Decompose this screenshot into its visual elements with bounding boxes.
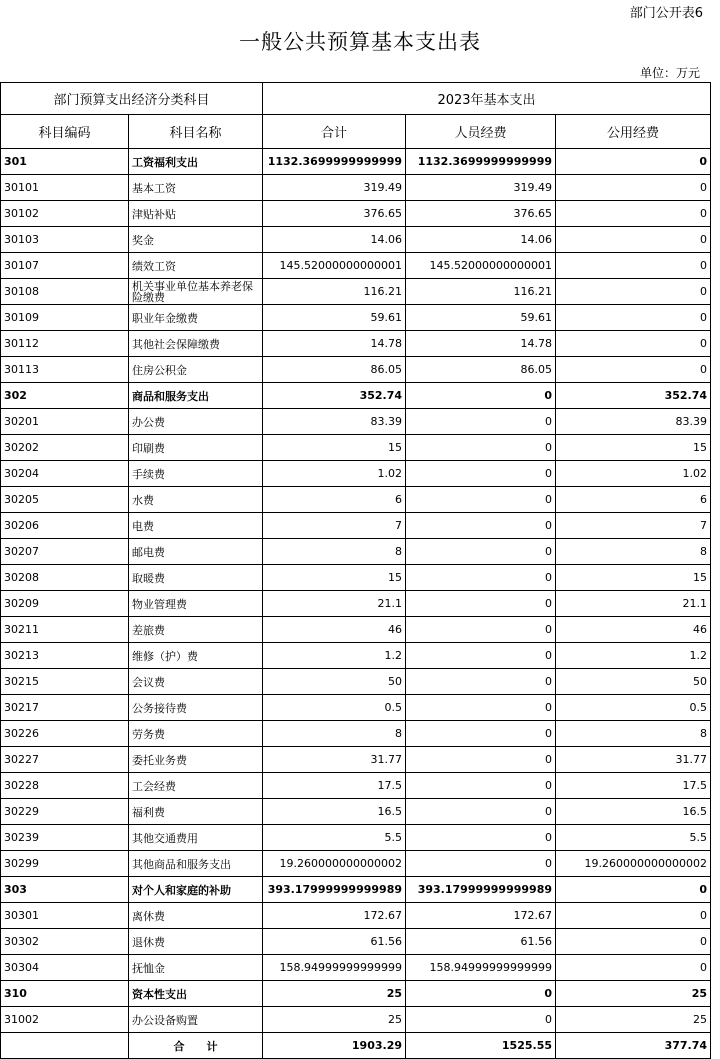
row-personnel: 0 bbox=[406, 799, 556, 825]
row-total: 319.49 bbox=[263, 175, 406, 201]
header-name: 科目名称 bbox=[129, 115, 263, 149]
row-name: 会议费 bbox=[129, 669, 263, 695]
table-row bbox=[1, 253, 711, 279]
row-personnel: 61.56 bbox=[406, 929, 556, 955]
table-row bbox=[1, 643, 711, 669]
table-number-tag: 部门公开表6 bbox=[629, 6, 703, 21]
table-row bbox=[1, 591, 711, 617]
row-code: 30108 bbox=[1, 279, 129, 305]
row-personnel: 14.06 bbox=[406, 227, 556, 253]
row-personnel: 319.49 bbox=[406, 175, 556, 201]
row-public: 0 bbox=[556, 903, 711, 929]
row-personnel: 145.52000000000001 bbox=[406, 253, 556, 279]
row-personnel: 393.17999999999989 bbox=[406, 877, 556, 903]
row-total: 86.05 bbox=[263, 357, 406, 383]
header-total: 合计 bbox=[263, 115, 406, 149]
row-name: 维修（护）费 bbox=[129, 643, 263, 669]
table-row bbox=[1, 565, 711, 591]
row-name: 手续费 bbox=[129, 461, 263, 487]
row-name: 基本工资 bbox=[129, 175, 263, 201]
row-code: 30205 bbox=[1, 487, 129, 513]
row-personnel: 0 bbox=[406, 435, 556, 461]
header-basic-expenditure: 2023年基本支出 bbox=[263, 83, 711, 115]
row-public: 7 bbox=[556, 513, 711, 539]
row-total: 1.02 bbox=[263, 461, 406, 487]
row-total: 6 bbox=[263, 487, 406, 513]
row-total: 158.94999999999999 bbox=[263, 955, 406, 981]
total-code-cell bbox=[1, 1033, 129, 1059]
row-personnel: 0 bbox=[406, 1007, 556, 1033]
table-row bbox=[1, 487, 711, 513]
row-name: 差旅费 bbox=[129, 617, 263, 643]
row-code: 30101 bbox=[1, 175, 129, 201]
row-public: 0 bbox=[556, 955, 711, 981]
header-column-row bbox=[1, 115, 711, 149]
row-public: 0 bbox=[556, 201, 711, 227]
row-name: 津贴补贴 bbox=[129, 201, 263, 227]
row-personnel: 0 bbox=[406, 617, 556, 643]
row-name: 奖金 bbox=[129, 227, 263, 253]
table-row bbox=[1, 747, 711, 773]
budget-table bbox=[0, 82, 711, 1059]
table-row bbox=[1, 721, 711, 747]
table-row bbox=[1, 175, 711, 201]
row-code: 30215 bbox=[1, 669, 129, 695]
row-code: 30208 bbox=[1, 565, 129, 591]
row-personnel: 116.21 bbox=[406, 279, 556, 305]
row-total: 352.74 bbox=[263, 383, 406, 409]
row-public: 25 bbox=[556, 981, 711, 1007]
row-name: 其他交通费用 bbox=[129, 825, 263, 851]
row-public: 8 bbox=[556, 539, 711, 565]
row-public: 0 bbox=[556, 929, 711, 955]
table-row bbox=[1, 669, 711, 695]
row-name: 工资福利支出 bbox=[129, 149, 263, 175]
total-sum: 1903.29 bbox=[263, 1033, 406, 1059]
table-row bbox=[1, 331, 711, 357]
row-code: 30107 bbox=[1, 253, 129, 279]
row-personnel: 86.05 bbox=[406, 357, 556, 383]
row-total: 5.5 bbox=[263, 825, 406, 851]
row-total: 19.260000000000002 bbox=[263, 851, 406, 877]
row-public: 0.5 bbox=[556, 695, 711, 721]
row-name: 印刷费 bbox=[129, 435, 263, 461]
row-code: 30217 bbox=[1, 695, 129, 721]
row-public: 21.1 bbox=[556, 591, 711, 617]
row-total: 8 bbox=[263, 539, 406, 565]
row-name: 其他社会保障缴费 bbox=[129, 331, 263, 357]
row-name: 福利费 bbox=[129, 799, 263, 825]
row-personnel: 14.78 bbox=[406, 331, 556, 357]
row-public: 0 bbox=[556, 331, 711, 357]
row-code: 30211 bbox=[1, 617, 129, 643]
row-public: 352.74 bbox=[556, 383, 711, 409]
row-code: 30109 bbox=[1, 305, 129, 331]
total-public: 377.74 bbox=[556, 1033, 711, 1059]
total-label: 合 计 bbox=[129, 1033, 263, 1059]
row-total: 1132.3699999999999 bbox=[263, 149, 406, 175]
table-row bbox=[1, 981, 711, 1007]
table-row bbox=[1, 929, 711, 955]
table-row bbox=[1, 825, 711, 851]
table-row bbox=[1, 435, 711, 461]
row-personnel: 0 bbox=[406, 383, 556, 409]
row-personnel: 0 bbox=[406, 539, 556, 565]
row-name: 商品和服务支出 bbox=[129, 383, 263, 409]
row-name: 劳务费 bbox=[129, 721, 263, 747]
row-public: 83.39 bbox=[556, 409, 711, 435]
row-personnel: 158.94999999999999 bbox=[406, 955, 556, 981]
row-total: 15 bbox=[263, 435, 406, 461]
row-total: 8 bbox=[263, 721, 406, 747]
row-name: 邮电费 bbox=[129, 539, 263, 565]
row-public: 16.5 bbox=[556, 799, 711, 825]
row-personnel: 0 bbox=[406, 565, 556, 591]
row-personnel: 0 bbox=[406, 851, 556, 877]
row-name: 对个人和家庭的补助 bbox=[129, 877, 263, 903]
row-personnel: 59.61 bbox=[406, 305, 556, 331]
row-code: 302 bbox=[1, 383, 129, 409]
row-name: 办公设备购置 bbox=[129, 1007, 263, 1033]
row-name: 水费 bbox=[129, 487, 263, 513]
table-row bbox=[1, 903, 711, 929]
row-name: 抚恤金 bbox=[129, 955, 263, 981]
row-public: 0 bbox=[556, 253, 711, 279]
row-total: 116.21 bbox=[263, 279, 406, 305]
row-public: 1.02 bbox=[556, 461, 711, 487]
row-public: 1.2 bbox=[556, 643, 711, 669]
row-code: 30226 bbox=[1, 721, 129, 747]
row-name: 取暖费 bbox=[129, 565, 263, 591]
row-code: 303 bbox=[1, 877, 129, 903]
row-name: 机关事业单位基本养老保险缴费 bbox=[129, 279, 263, 305]
row-public: 5.5 bbox=[556, 825, 711, 851]
row-code: 30112 bbox=[1, 331, 129, 357]
table-row bbox=[1, 461, 711, 487]
row-total: 393.17999999999989 bbox=[263, 877, 406, 903]
table-row bbox=[1, 305, 711, 331]
row-code: 31002 bbox=[1, 1007, 129, 1033]
row-public: 17.5 bbox=[556, 773, 711, 799]
total-personnel: 1525.55 bbox=[406, 1033, 556, 1059]
row-personnel: 0 bbox=[406, 513, 556, 539]
table-row bbox=[1, 227, 711, 253]
row-personnel: 0 bbox=[406, 487, 556, 513]
page-title: 一般公共预算基本支出表 bbox=[239, 30, 481, 54]
row-personnel: 172.67 bbox=[406, 903, 556, 929]
table-row bbox=[1, 851, 711, 877]
table-row bbox=[1, 409, 711, 435]
row-public: 50 bbox=[556, 669, 711, 695]
row-code: 30103 bbox=[1, 227, 129, 253]
row-name: 委托业务费 bbox=[129, 747, 263, 773]
row-name: 绩效工资 bbox=[129, 253, 263, 279]
row-public: 0 bbox=[556, 149, 711, 175]
row-name: 住房公积金 bbox=[129, 357, 263, 383]
row-code: 30201 bbox=[1, 409, 129, 435]
row-public: 19.260000000000002 bbox=[556, 851, 711, 877]
row-public: 15 bbox=[556, 435, 711, 461]
row-personnel: 0 bbox=[406, 695, 556, 721]
row-name: 办公费 bbox=[129, 409, 263, 435]
row-public: 0 bbox=[556, 227, 711, 253]
total-row bbox=[1, 1033, 711, 1059]
row-code: 30227 bbox=[1, 747, 129, 773]
row-name: 公务接待费 bbox=[129, 695, 263, 721]
row-personnel: 0 bbox=[406, 773, 556, 799]
row-code: 30304 bbox=[1, 955, 129, 981]
row-personnel: 0 bbox=[406, 409, 556, 435]
row-total: 83.39 bbox=[263, 409, 406, 435]
row-public: 8 bbox=[556, 721, 711, 747]
row-code: 30229 bbox=[1, 799, 129, 825]
row-personnel: 0 bbox=[406, 643, 556, 669]
row-name: 其他商品和服务支出 bbox=[129, 851, 263, 877]
header-group-row bbox=[1, 83, 711, 115]
row-total: 25 bbox=[263, 1007, 406, 1033]
table-row bbox=[1, 279, 711, 305]
table-row bbox=[1, 513, 711, 539]
row-code: 30239 bbox=[1, 825, 129, 851]
row-name: 职业年金缴费 bbox=[129, 305, 263, 331]
row-public: 0 bbox=[556, 305, 711, 331]
row-code: 30301 bbox=[1, 903, 129, 929]
row-total: 376.65 bbox=[263, 201, 406, 227]
row-public: 0 bbox=[556, 877, 711, 903]
table-row bbox=[1, 695, 711, 721]
row-code: 30202 bbox=[1, 435, 129, 461]
row-public: 25 bbox=[556, 1007, 711, 1033]
row-personnel: 376.65 bbox=[406, 201, 556, 227]
row-total: 145.52000000000001 bbox=[263, 253, 406, 279]
row-code: 301 bbox=[1, 149, 129, 175]
table-row bbox=[1, 539, 711, 565]
row-personnel: 0 bbox=[406, 721, 556, 747]
row-code: 30102 bbox=[1, 201, 129, 227]
table-row bbox=[1, 1007, 711, 1033]
row-total: 16.5 bbox=[263, 799, 406, 825]
table-row bbox=[1, 617, 711, 643]
row-personnel: 0 bbox=[406, 825, 556, 851]
row-total: 46 bbox=[263, 617, 406, 643]
row-name: 工会经费 bbox=[129, 773, 263, 799]
row-personnel: 0 bbox=[406, 461, 556, 487]
row-total: 14.06 bbox=[263, 227, 406, 253]
row-total: 14.78 bbox=[263, 331, 406, 357]
row-name: 退休费 bbox=[129, 929, 263, 955]
row-total: 50 bbox=[263, 669, 406, 695]
row-public: 46 bbox=[556, 617, 711, 643]
row-personnel: 0 bbox=[406, 747, 556, 773]
row-public: 0 bbox=[556, 175, 711, 201]
row-total: 61.56 bbox=[263, 929, 406, 955]
row-name: 资本性支出 bbox=[129, 981, 263, 1007]
table-body bbox=[1, 149, 711, 1033]
row-name: 电费 bbox=[129, 513, 263, 539]
table-row bbox=[1, 773, 711, 799]
row-total: 31.77 bbox=[263, 747, 406, 773]
row-name: 离休费 bbox=[129, 903, 263, 929]
row-total: 1.2 bbox=[263, 643, 406, 669]
row-public: 6 bbox=[556, 487, 711, 513]
table-row bbox=[1, 799, 711, 825]
row-code: 30207 bbox=[1, 539, 129, 565]
row-code: 30302 bbox=[1, 929, 129, 955]
row-total: 7 bbox=[263, 513, 406, 539]
row-name: 物业管理费 bbox=[129, 591, 263, 617]
row-code: 30209 bbox=[1, 591, 129, 617]
row-code: 30213 bbox=[1, 643, 129, 669]
table-row bbox=[1, 357, 711, 383]
row-public: 31.77 bbox=[556, 747, 711, 773]
unit-label: 单位：万元 bbox=[639, 66, 700, 80]
row-total: 25 bbox=[263, 981, 406, 1007]
header-economic-classification: 部门预算支出经济分类科目 bbox=[1, 83, 263, 115]
header-code: 科目编码 bbox=[1, 115, 129, 149]
header-personnel: 人员经费 bbox=[406, 115, 556, 149]
table-row bbox=[1, 149, 711, 175]
row-personnel: 1132.3699999999999 bbox=[406, 149, 556, 175]
row-code: 30228 bbox=[1, 773, 129, 799]
row-total: 17.5 bbox=[263, 773, 406, 799]
row-total: 0.5 bbox=[263, 695, 406, 721]
row-public: 0 bbox=[556, 357, 711, 383]
row-personnel: 0 bbox=[406, 981, 556, 1007]
row-total: 59.61 bbox=[263, 305, 406, 331]
row-code: 30204 bbox=[1, 461, 129, 487]
row-personnel: 0 bbox=[406, 591, 556, 617]
table-row bbox=[1, 877, 711, 903]
row-code: 30206 bbox=[1, 513, 129, 539]
header-public: 公用经费 bbox=[556, 115, 711, 149]
row-code: 30299 bbox=[1, 851, 129, 877]
row-total: 21.1 bbox=[263, 591, 406, 617]
row-public: 0 bbox=[556, 279, 711, 305]
row-code: 30113 bbox=[1, 357, 129, 383]
row-total: 15 bbox=[263, 565, 406, 591]
table-row bbox=[1, 383, 711, 409]
row-total: 172.67 bbox=[263, 903, 406, 929]
row-personnel: 0 bbox=[406, 669, 556, 695]
row-public: 15 bbox=[556, 565, 711, 591]
table-row bbox=[1, 955, 711, 981]
row-code: 310 bbox=[1, 981, 129, 1007]
table-row bbox=[1, 201, 711, 227]
